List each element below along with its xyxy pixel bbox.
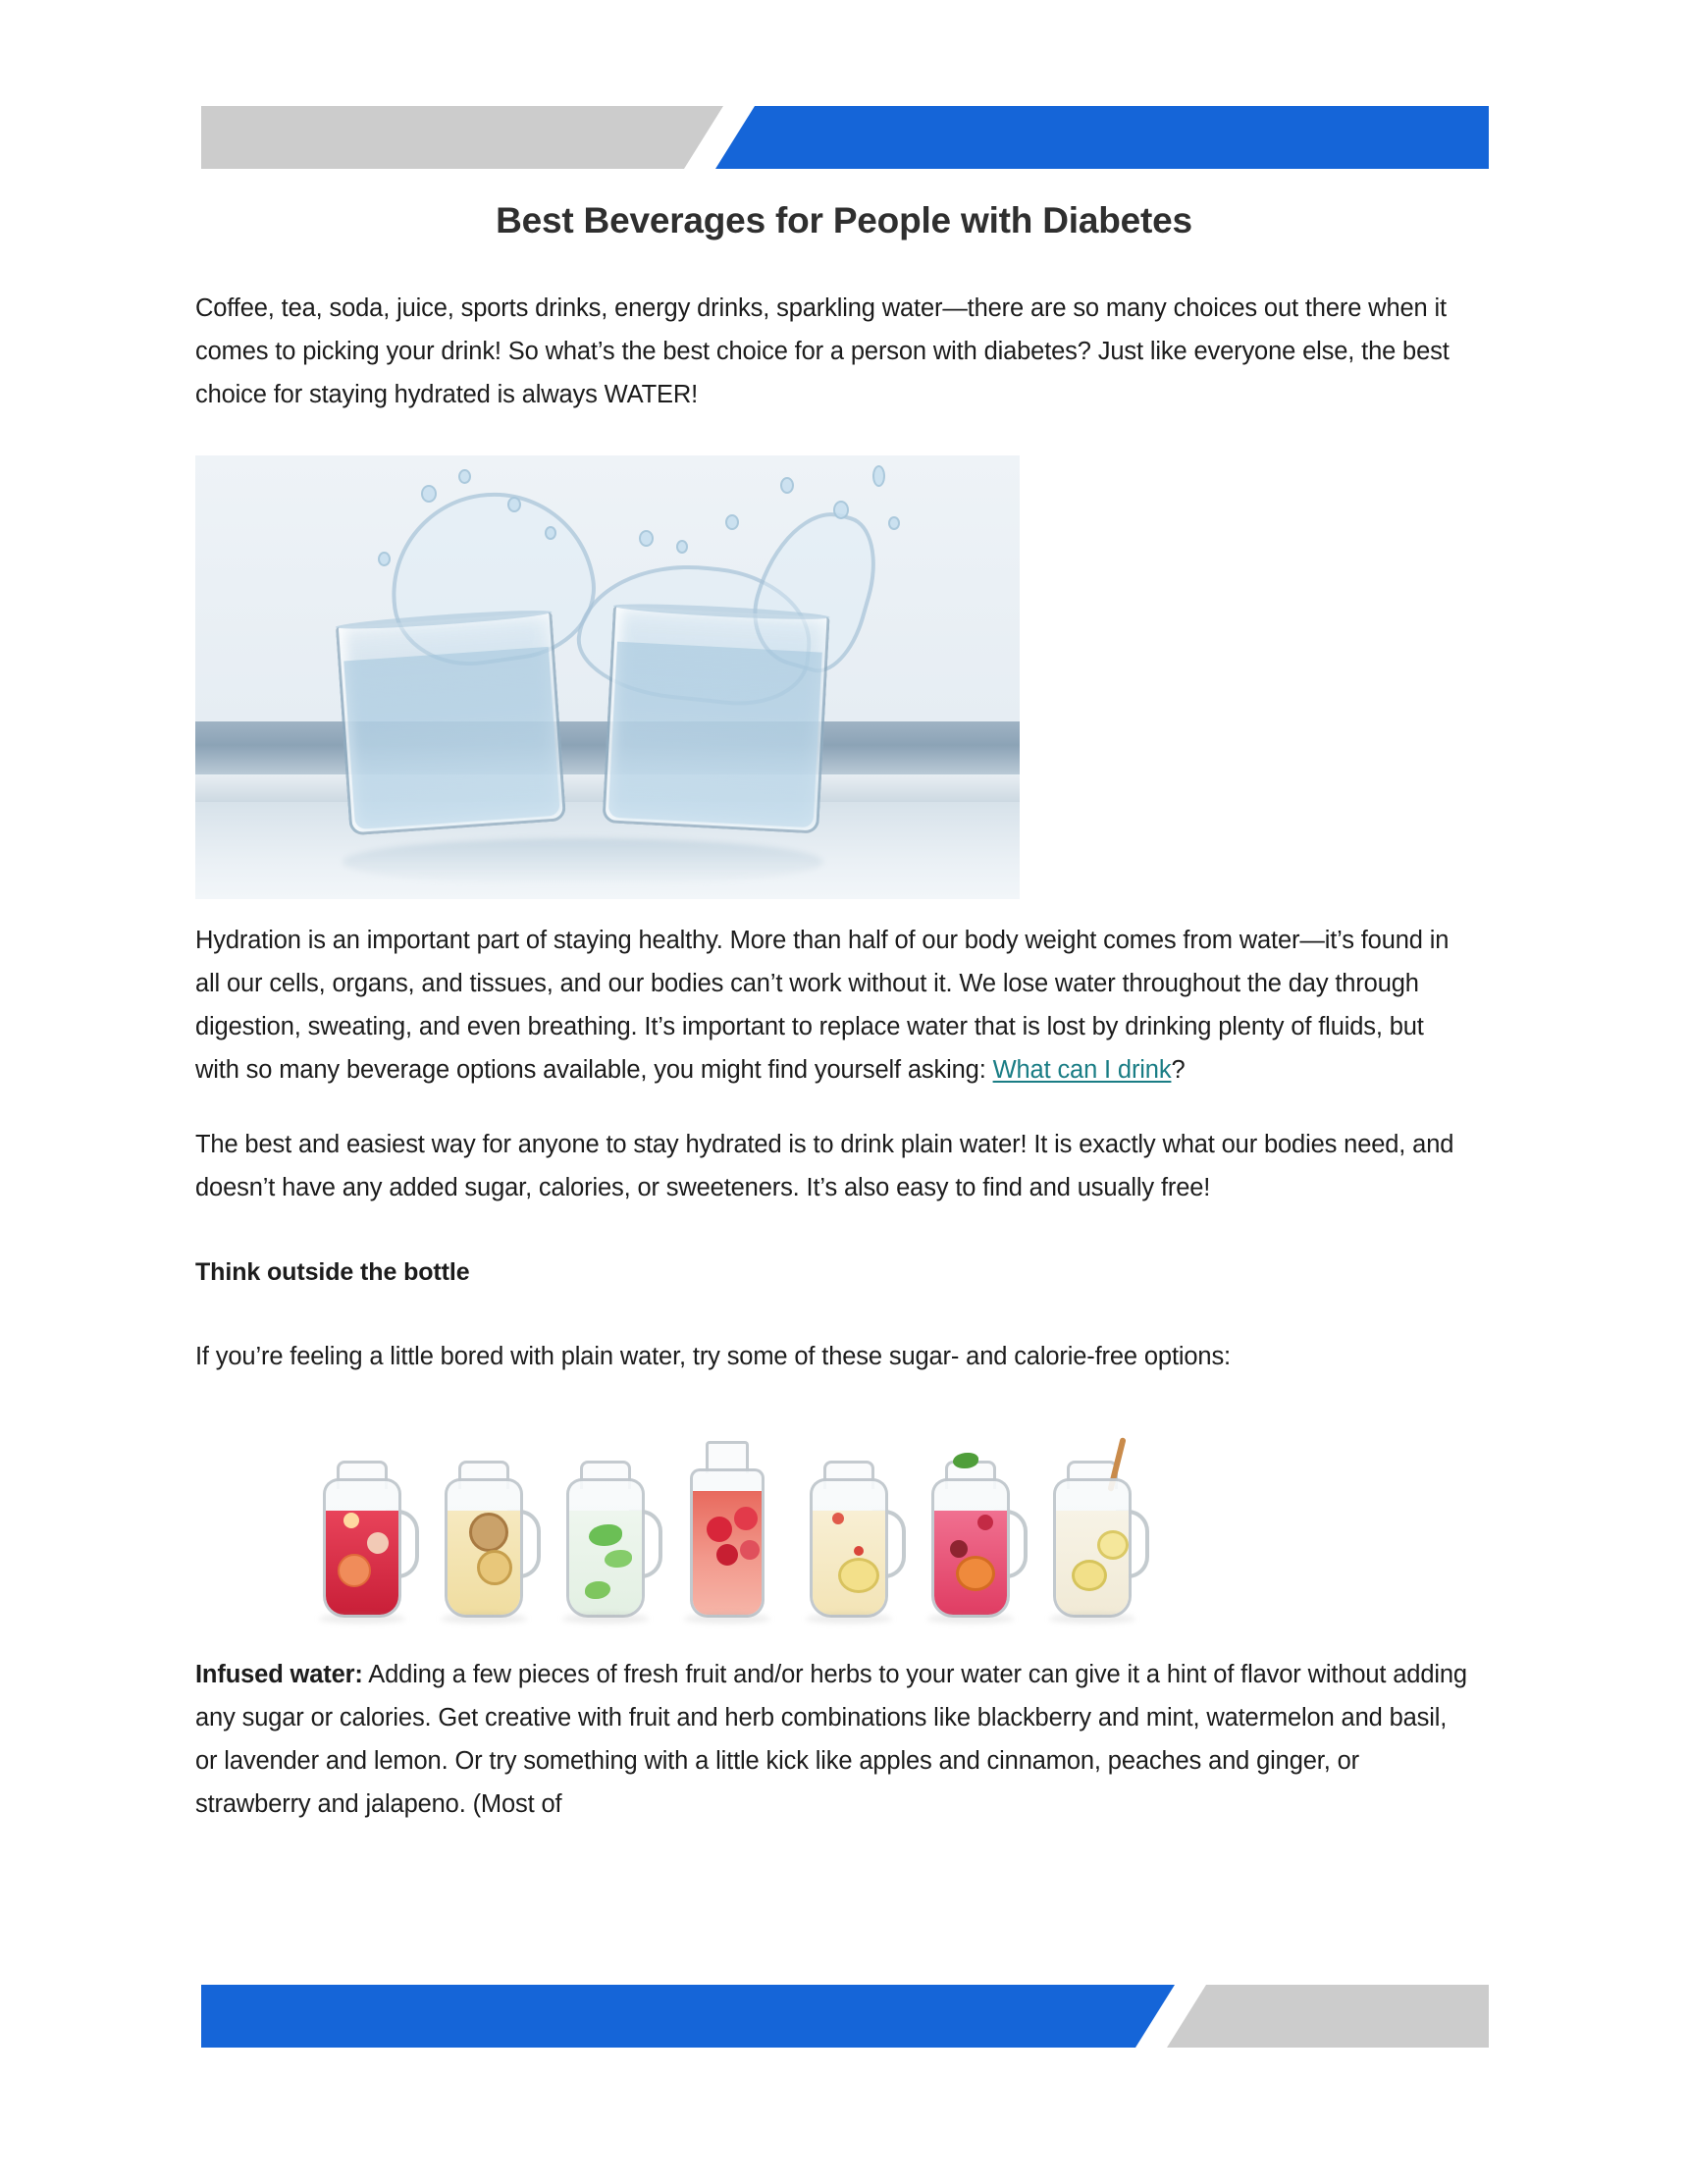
footer-banner (201, 1985, 1489, 2048)
page-title: Best Beverages for People with Diabetes (496, 200, 1192, 240)
berry (707, 1517, 732, 1542)
berry (740, 1540, 760, 1560)
pitcher-shadow (562, 1614, 649, 1624)
header-banner-shapes (201, 106, 1489, 169)
pitcher-shadow (319, 1614, 405, 1624)
jar-body (690, 1468, 765, 1618)
footer-banner-shapes (201, 1985, 1489, 2048)
fruit-slice (1072, 1560, 1107, 1591)
pitcher-citrus (433, 1453, 535, 1618)
pitcher-shadow (441, 1614, 527, 1624)
water-droplet (780, 477, 794, 494)
fruit-slice (838, 1558, 879, 1593)
berry (832, 1513, 844, 1524)
pitcher-body (445, 1478, 523, 1618)
paragraph-infused-water (195, 1653, 1471, 1826)
water-droplet (507, 497, 521, 512)
berry (950, 1540, 968, 1558)
water-droplet (378, 552, 391, 566)
paragraph-hydration-text-after-link: ? (1171, 1056, 1186, 1084)
pitcher-cranberry-mint (920, 1453, 1022, 1618)
paragraph-bored-with-plain-water: If you’re feeling a little bored with plain water, try some of these sugar- and calorie-free options: (195, 1343, 1231, 1370)
water-droplet (458, 469, 471, 484)
fruit-slice (477, 1550, 512, 1585)
paragraph-plain-water: The best and easiest way for anyone to stay hydrated is to drink plain water! It is exactly what our bodies need, and doesn’t have any added sugar, calories, or sweeteners. It’s also easy to find and usually free! (195, 1131, 1454, 1201)
fruit-slice (1097, 1530, 1129, 1560)
pitcher-cinnamon-lemon (1041, 1453, 1143, 1618)
water-droplet (833, 501, 849, 519)
fruit-piece (343, 1513, 359, 1528)
paragraph-spacer (195, 1092, 1471, 1123)
what-can-i-drink-link[interactable]: What can I drink (992, 1056, 1172, 1084)
water-droplet (639, 530, 654, 547)
berry (854, 1546, 864, 1556)
pitcher-lemon (798, 1453, 900, 1618)
water-droplet (545, 526, 556, 540)
footer-banner-gray-shape (1167, 1985, 1489, 2048)
footer-banner-blue-shape (201, 1985, 1175, 2048)
water-droplet (676, 540, 688, 554)
water-glass-right (602, 606, 829, 833)
pitcher-mint-cucumber (554, 1453, 657, 1618)
berry (734, 1507, 758, 1530)
berry (716, 1544, 738, 1566)
water-droplet (888, 516, 900, 530)
document-content (195, 287, 1471, 1826)
pitcher-shadow (927, 1614, 1014, 1624)
water-droplet (725, 514, 739, 530)
water-glass-left (336, 612, 566, 835)
jar-shadow (684, 1614, 770, 1624)
paragraph-intro: Coffee, tea, soda, juice, sports drinks, energy drinks, sparkling water—there are so many choices out there when it comes to picking your drink! So what’s the best choice for a person with diabetes? Just like everyone else, the best choice for staying hydrated is always WATER! (195, 294, 1450, 408)
paragraph-hydration-text-before-link: Hydration is an important part of staying healthy. More than half of our body weight comes from water—it’s found in all our cells, organs, and tissues, and our bodies can’t work without it. We lose water throughout the day through digestion, sweating, and even breathing. It’s important to replace water that is lost by drinking plenty of fluids, but with so many beverage options available, you might find yourself asking: (195, 927, 1450, 1084)
fruit-slice (469, 1513, 508, 1552)
pitcher-body (810, 1478, 888, 1618)
berry (977, 1515, 993, 1530)
pitcher-body (1053, 1478, 1132, 1618)
pitcher-body (566, 1478, 645, 1618)
pitcher-shadow (1049, 1614, 1135, 1624)
header-banner-gray-shape (201, 106, 723, 169)
infused-water-body: Adding a few pieces of fresh fruit and/or herbs to your water can give it a hint of flavor without adding any sugar or calories. Get creative with fruit and herb combinations like blackberry and mint, watermelon and basil, or lavender and lemon. Or try something with a little kick like apples and cinnamon, peaches and ginger, or strawberry and jalapeno. (Most of (195, 1661, 1467, 1818)
glass-water (343, 646, 560, 828)
glass-water (608, 642, 822, 827)
water-droplet (421, 485, 437, 503)
pitcher-strawberry-jar (676, 1439, 778, 1618)
pitcher-shadow (806, 1614, 892, 1624)
pitcher-body (931, 1478, 1010, 1618)
pitcher-strawberry (311, 1453, 413, 1618)
infused-water-lead-in: Infused water: (195, 1661, 363, 1688)
paragraph-hydration (195, 919, 1471, 1092)
infused-water-pitchers-image (311, 1427, 1175, 1624)
subheading-think-outside-the-bottle: Think outside the bottle (195, 1258, 470, 1286)
header-banner (201, 106, 1489, 169)
fruit-slice (338, 1554, 371, 1587)
ice-cube (367, 1532, 389, 1554)
paragraph-spacer (195, 1209, 1471, 1252)
water-glasses-image (195, 455, 1020, 899)
pitcher-body (323, 1478, 401, 1618)
fruit-slice (956, 1556, 995, 1591)
paragraph-spacer (195, 1292, 1471, 1335)
header-banner-blue-shape (715, 106, 1489, 169)
water-droplet (872, 465, 885, 487)
